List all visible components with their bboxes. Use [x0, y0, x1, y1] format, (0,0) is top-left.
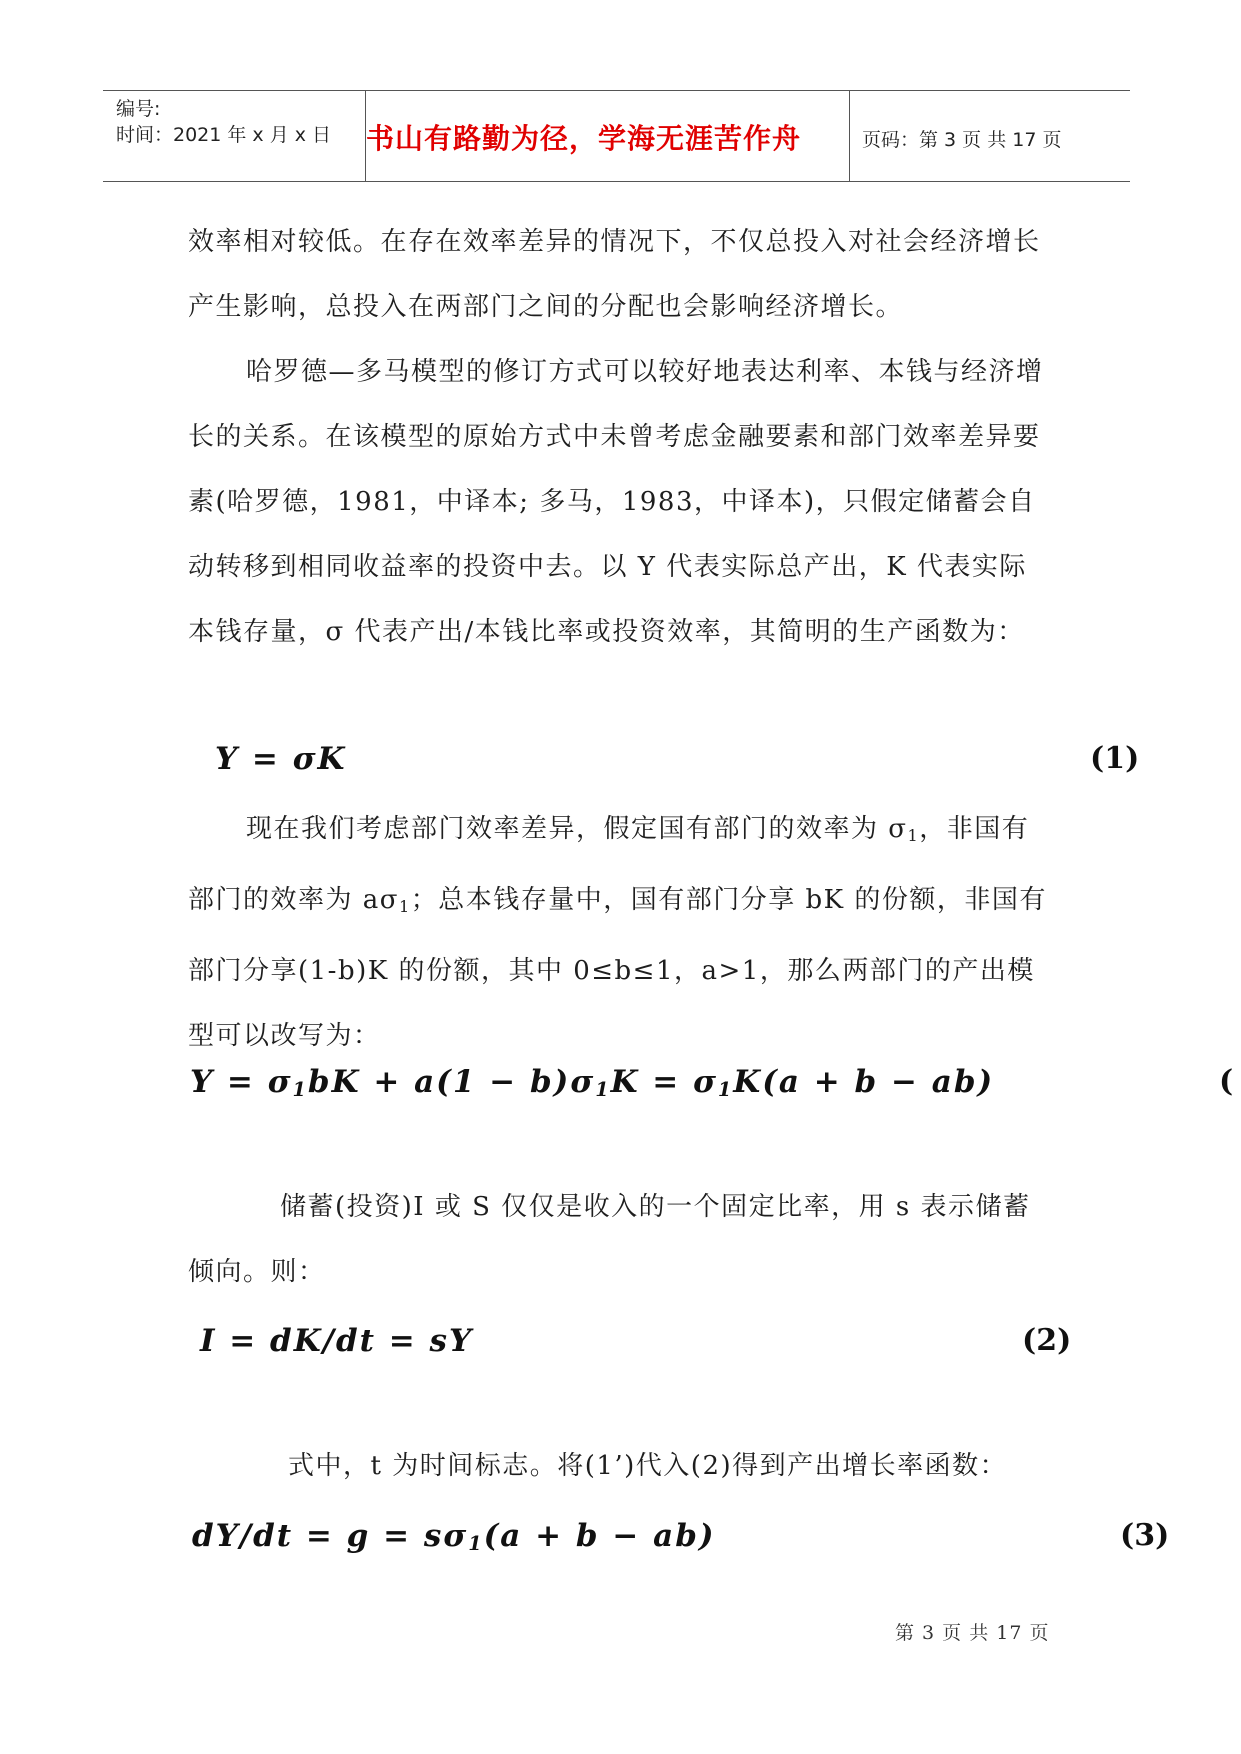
paragraph-3-part-1: 现在我们考虑部门效率差异，假定国有部门的效率为 σ: [246, 814, 908, 844]
equation-3-number: (3): [1120, 1518, 1170, 1553]
footer-page-number: 第 3 页 共 17 页: [895, 1622, 1050, 1644]
paragraph-2: [188, 340, 1048, 665]
equation-1-prime: $Y = \sigma_1bK + a(1 - b)\sigma_1K = \sigma_1K(a + b - ab)$: [190, 1064, 995, 1101]
paragraph-4-text: 储蓄(投资)I 或 S 仅仅是收入的一个固定比率，用 s 表示储蓄倾向。则：: [188, 1192, 1031, 1287]
equation-1: Y = σK: [215, 741, 347, 777]
header-time-label: 时间：2021 年 x 月 x 日: [116, 124, 332, 146]
header-bottom-rule: [103, 181, 1130, 182]
equation-2-number: (2): [1022, 1323, 1072, 1358]
equation-3: $dY/dt = g = s\sigma_1(a + b - ab)$: [192, 1518, 716, 1555]
paragraph-1-text: 效率相对较低。在存在效率差异的情况下，不仅总投入对社会经济增长产生影响，总投入在两部门之间的分配也会影响经济增长。: [188, 227, 1041, 322]
equation-2: I = dK/dt = sY: [200, 1323, 474, 1359]
header-page-label: 页码：第 3 页 共 17 页: [862, 129, 1062, 151]
header-number-label: 编号:: [116, 98, 161, 120]
paragraph-4: [188, 1175, 1048, 1305]
equation-1-number: (1): [1090, 741, 1140, 776]
header-slogan: 书山有路勤为径，学海无涯苦作舟: [366, 122, 802, 155]
paragraph-2-text: 哈罗德—多马模型的修订方式可以较好地表达利率、本钱与经济增长的关系。在该模型的原始方式中未曾考虑金融要素和部门效率差异要素(哈罗德，1981，中译本; 多马，1983，中译本)，只假定储蓄会自动转移到相同收益率的投资中去。以 Y 代表实际总产出，K 代表实际本钱存量，σ 代表产出/本钱比率或投资效率，其简明的生产函数为：: [188, 357, 1044, 647]
paragraph-1: [188, 210, 1048, 340]
header-divider-right: [849, 90, 850, 181]
equation-1-prime-number: (: [1219, 1064, 1234, 1099]
paragraph-5-text: 式中，t 为时间标志。将(1’)代入(2)得到产出增长率函数：: [288, 1451, 1008, 1481]
paragraph-3-part-2: ，非国有部门的效率为 aσ: [188, 814, 1030, 915]
paragraph-3-part-3: ；总本钱存量中，国有部门分享 bK 的份额，非国有部门分享(1-b)K 的份额，其中 0≤b≤1，a>1，那么两部门的产出模型可以改写为：: [188, 885, 1047, 1051]
paragraph-3: 现在我们考虑部门效率差异，假定国有部门的效率为 $\sigma_1$，非国有部门的效率为 $a\sigma_1$；总本钱存量中，国有部门分享 bK 的份额，非国有部门分享(1-b)K 的份额，其中 0≤b≤1，a>1，那么两部门的产出模型可以改写为：: [188, 814, 1047, 1051]
header-top-rule: [103, 90, 1130, 91]
paragraph-5: [188, 1434, 1048, 1499]
